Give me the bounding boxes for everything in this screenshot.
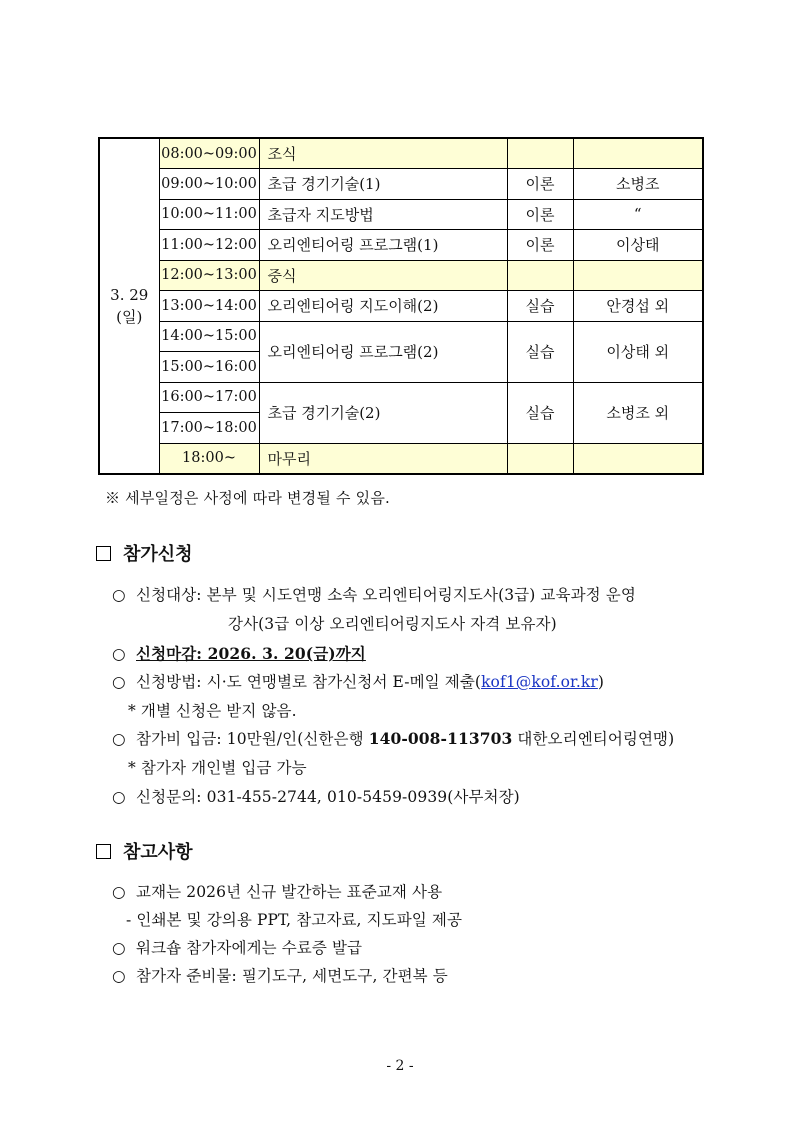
account-number: 140-008-113703 <box>368 729 513 748</box>
instructor-cell: 안경섭 외 <box>573 291 703 322</box>
table-row <box>99 443 703 474</box>
list-item <box>112 642 366 664</box>
day-text: (일) <box>116 307 143 326</box>
circle-bullet-icon: ○ <box>112 788 126 806</box>
target-text: 신청대상: 본부 및 시도연맹 소속 오리엔티어링지도사(3급) 교육과정 운영 <box>136 586 636 604</box>
instructor-cell: 소병조 <box>573 169 703 200</box>
list-item <box>112 670 604 692</box>
method-suffix: ) <box>597 673 605 691</box>
table-row <box>99 199 703 230</box>
table-row <box>99 291 703 322</box>
program-cell: 중식 <box>259 260 507 291</box>
type-cell <box>507 138 573 169</box>
instructor-cell: 소병조 외 <box>573 382 703 443</box>
circle-bullet-icon: ○ <box>112 673 126 691</box>
list-item <box>112 964 448 986</box>
time-cell: 09:00~10:00 <box>159 169 259 200</box>
circle-bullet-icon: ○ <box>112 645 126 663</box>
reference-item: 워크숍 참가자에게는 수료증 발급 <box>136 939 363 957</box>
type-cell: 이론 <box>507 230 573 261</box>
time-cell: 18:00~ <box>159 443 259 474</box>
type-cell: 이론 <box>507 169 573 200</box>
program-cell: 조식 <box>259 138 507 169</box>
reference-item: 참가자 준비물: 필기도구, 세면도구, 간편복 등 <box>136 967 448 985</box>
type-cell: 실습 <box>507 321 573 382</box>
section-title: 참가신청 <box>123 544 193 565</box>
section-heading-reference <box>96 838 193 864</box>
instructor-cell <box>573 260 703 291</box>
list-item <box>112 880 442 902</box>
email-link[interactable]: kof1@kof.or.kr <box>481 673 598 691</box>
checkbox-square-icon <box>96 844 111 859</box>
table-row <box>99 382 703 413</box>
list-item-continuation: 강사(3급 이상 오리엔티어링지도사 자격 보유자) <box>228 615 557 633</box>
fee-suffix: 대한오리엔티어링연맹) <box>512 730 675 748</box>
schedule-note: ※ 세부일정은 사정에 따라 변경될 수 있음. <box>105 489 391 507</box>
time-cell: 11:00~12:00 <box>159 230 259 261</box>
circle-bullet-icon: ○ <box>112 730 126 748</box>
program-cell: 초급 경기기술(1) <box>259 169 507 200</box>
page-number: - 2 - <box>386 1058 414 1074</box>
circle-bullet-icon: ○ <box>112 883 126 901</box>
type-cell <box>507 443 573 474</box>
circle-bullet-icon: ○ <box>112 939 126 957</box>
time-cell: 10:00~11:00 <box>159 199 259 230</box>
time-cell: 14:00~15:00 <box>159 321 259 352</box>
checkbox-square-icon <box>96 546 111 561</box>
type-cell: 이론 <box>507 199 573 230</box>
instructor-cell <box>573 138 703 169</box>
time-cell: 13:00~14:00 <box>159 291 259 322</box>
instructor-cell: 이상태 외 <box>573 321 703 382</box>
type-cell: 실습 <box>507 382 573 443</box>
list-item-note: * 개별 신청은 받지 않음. <box>128 702 297 720</box>
program-cell: 오리엔티어링 지도이해(2) <box>259 291 507 322</box>
instructor-cell: “ <box>573 199 703 230</box>
instructor-cell: 이상태 <box>573 230 703 261</box>
program-cell: 마무리 <box>259 443 507 474</box>
section-title: 참고사항 <box>123 842 193 863</box>
date-cell <box>99 138 159 474</box>
program-cell: 오리엔티어링 프로그램(1) <box>259 230 507 261</box>
time-cell: 17:00~18:00 <box>159 413 259 444</box>
circle-bullet-icon: ○ <box>112 967 126 985</box>
time-cell: 12:00~13:00 <box>159 260 259 291</box>
table-row <box>99 230 703 261</box>
time-cell: 16:00~17:00 <box>159 382 259 413</box>
circle-bullet-icon: ○ <box>112 586 126 604</box>
list-item <box>112 727 674 749</box>
time-cell: 08:00~09:00 <box>159 138 259 169</box>
program-cell: 초급 경기기술(2) <box>259 382 507 443</box>
fee-text: 참가비 입금: 10만원/인(신한은행 <box>136 730 369 748</box>
type-cell: 실습 <box>507 291 573 322</box>
list-item-note: * 참가자 개인별 입금 가능 <box>128 759 307 777</box>
program-cell: 오리엔티어링 프로그램(2) <box>259 321 507 382</box>
deadline-text: 신청마감: 2026. 3. 20(금)까지 <box>136 644 366 663</box>
reference-item: 교재는 2026년 신규 발간하는 표준교재 사용 <box>136 883 443 901</box>
section-heading-registration <box>96 540 193 566</box>
list-item <box>112 936 362 958</box>
list-item-sub: - 인쇄본 및 강의용 PPT, 참고자료, 지도파일 제공 <box>126 911 463 929</box>
list-item <box>112 785 520 807</box>
table-row <box>99 169 703 200</box>
table-row <box>99 138 703 169</box>
table-row <box>99 260 703 291</box>
program-cell: 초급자 지도방법 <box>259 199 507 230</box>
schedule-table <box>98 137 704 475</box>
type-cell <box>507 260 573 291</box>
list-item <box>112 583 636 605</box>
instructor-cell <box>573 443 703 474</box>
table-row <box>99 321 703 352</box>
method-text: 신청방법: 시·도 연맹별로 참가신청서 E-메일 제출( <box>136 673 482 691</box>
time-cell: 15:00~16:00 <box>159 352 259 383</box>
contact-text: 신청문의: 031-455-2744, 010-5459-0939(사무처장) <box>136 788 520 806</box>
date-text: 3. 29 <box>110 285 149 304</box>
